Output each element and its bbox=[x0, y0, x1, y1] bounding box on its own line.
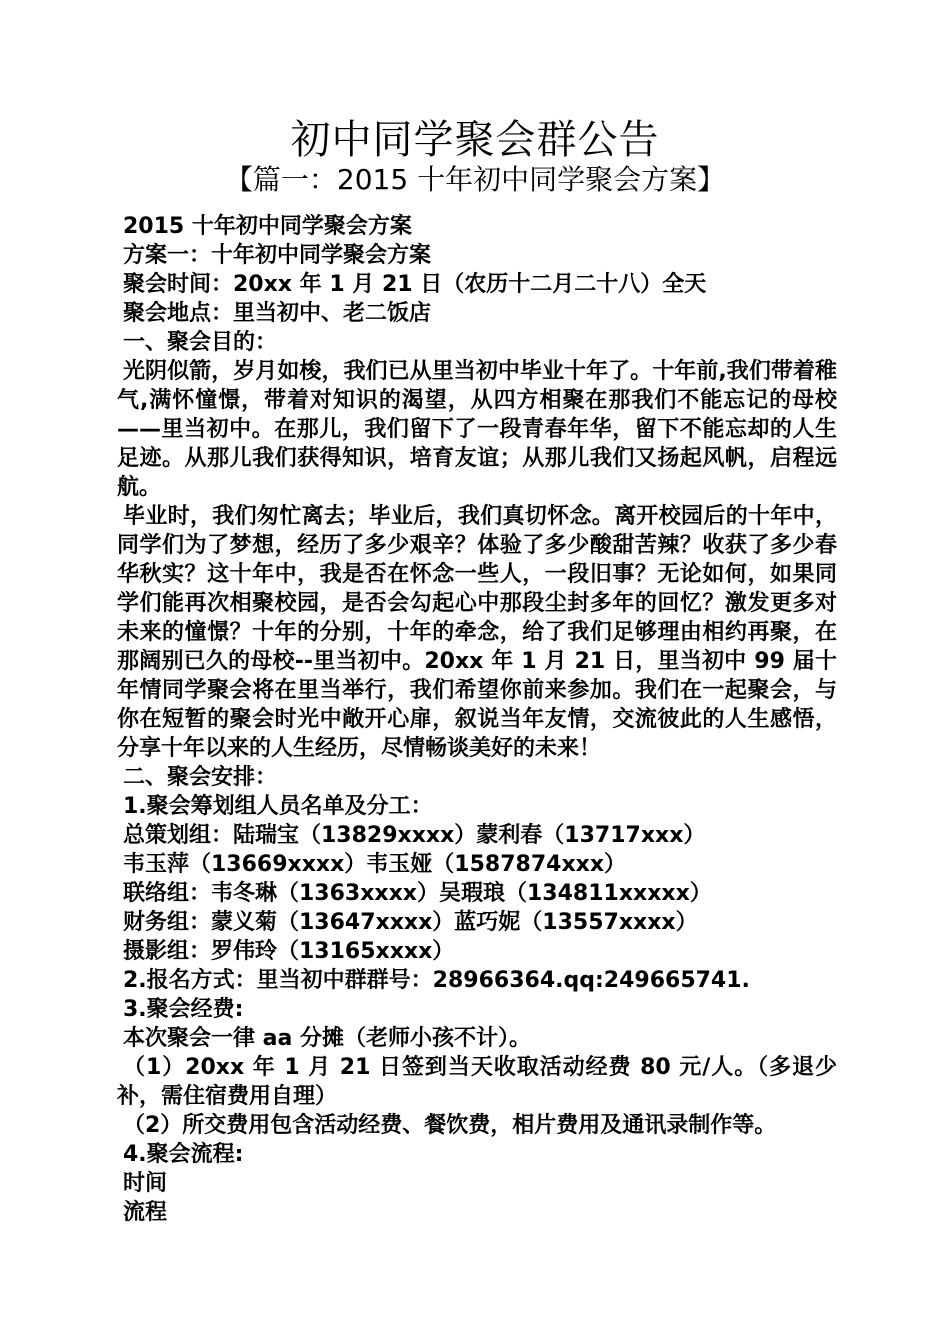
planning-group-heading: 1.聚会筹划组人员名单及分工： bbox=[123, 794, 433, 819]
registration-line: 2.报名方式：里当初中群群号：28966364.qq:249665741. bbox=[123, 968, 750, 993]
plan-title-line: 方案一：十年初中同学聚会方案 bbox=[123, 243, 432, 268]
meeting-place-line: 聚会地点：里当初中、老二饭店 bbox=[123, 301, 432, 326]
section-arrangement-heading: 二、聚会安排： bbox=[123, 765, 278, 790]
document-subtitle: 【篇一：2015 十年初中同学聚会方案】 bbox=[224, 163, 726, 196]
fee-heading: 3.聚会经费: bbox=[123, 997, 244, 1022]
doc-heading-line: 2015 十年初中同学聚会方案 bbox=[123, 214, 412, 239]
document-body bbox=[117, 212, 837, 1227]
schedule-heading: 4.聚会流程: bbox=[123, 1142, 244, 1167]
meeting-time-line: 聚会时间：20xx 年 1 月 21 日（农历十二月二十八）全天 bbox=[123, 272, 707, 297]
purpose-paragraph-1: 光阴似箭，岁月如梭，我们已从里当初中毕业十年了。十年前,我们带着稚气,满怀憧憬，带着对知识的渴望，从四方相聚在那我们不能忘记的母校——里当初中。在那儿，我们留下了一段青春年华，留下不能忘却的人生足迹。从那儿我们获得知识，培育友谊；从那儿我们又扬起风帆，启程远航。 bbox=[117, 359, 837, 500]
group-line: 财务组：蒙义菊（13647xxxx）蓝巧妮（13557xxxx） bbox=[123, 910, 698, 935]
group-line: 总策划组：陆瑞宝（13829xxxx）蒙利春（13717xxx） bbox=[123, 823, 706, 848]
fee-point-2: （2）所交费用包含活动经费、餐饮费，相片费用及通讯录制作等。 bbox=[123, 1113, 777, 1138]
group-line: 摄影组：罗伟玲（13165xxxx） bbox=[123, 939, 455, 964]
purpose-paragraph-2: 毕业时，我们匆忙离去；毕业后，我们真切怀念。离开校园后的十年中，同学们为了梦想，经历了多少艰辛？体验了多少酸甜苦辣？收获了多少春华秋实？这十年中，我是否在怀念一些人，一段旧事？无论如何，如果同学们能再次相聚校园，是否会勾起心中那段尘封多年的回忆？激发更多对未来的憧憬？十年的分别，十年的牵念，给了我们足够理由相约再聚，在那阔别已久的母校--里当初中。20xx 年 1 月 21 日，里当初中 99 届十年情同学聚会将在里当举行，我们希望你前来参加。我们在一起聚会，与你在短暂的聚会时光中敞开心扉，叙说当年友情，交流彼此的人生感悟，分享十年以来的人生经历，尽情畅谈美好的未来！ bbox=[117, 504, 837, 761]
fee-line: 本次聚会一律 aa 分摊（老师小孩不计）。 bbox=[123, 1026, 532, 1051]
group-line: 联络组：韦冬琳（1363xxxx）吴瑕琅（134811xxxxx） bbox=[123, 881, 712, 906]
schedule-flow-label: 流程 bbox=[123, 1200, 168, 1225]
fee-point-1: （1）20xx 年 1 月 21 日签到当天收取活动经费 80 元/人。（多退少补，需住宿费用自理） bbox=[117, 1055, 837, 1109]
document-title: 初中同学聚会群公告 bbox=[290, 117, 660, 163]
group-line: 韦玉萍（13669xxxx）韦玉娅（1587874xxx） bbox=[123, 852, 627, 877]
schedule-time-label: 时间 bbox=[123, 1171, 168, 1196]
section-purpose-heading: 一、聚会目的： bbox=[123, 330, 278, 355]
